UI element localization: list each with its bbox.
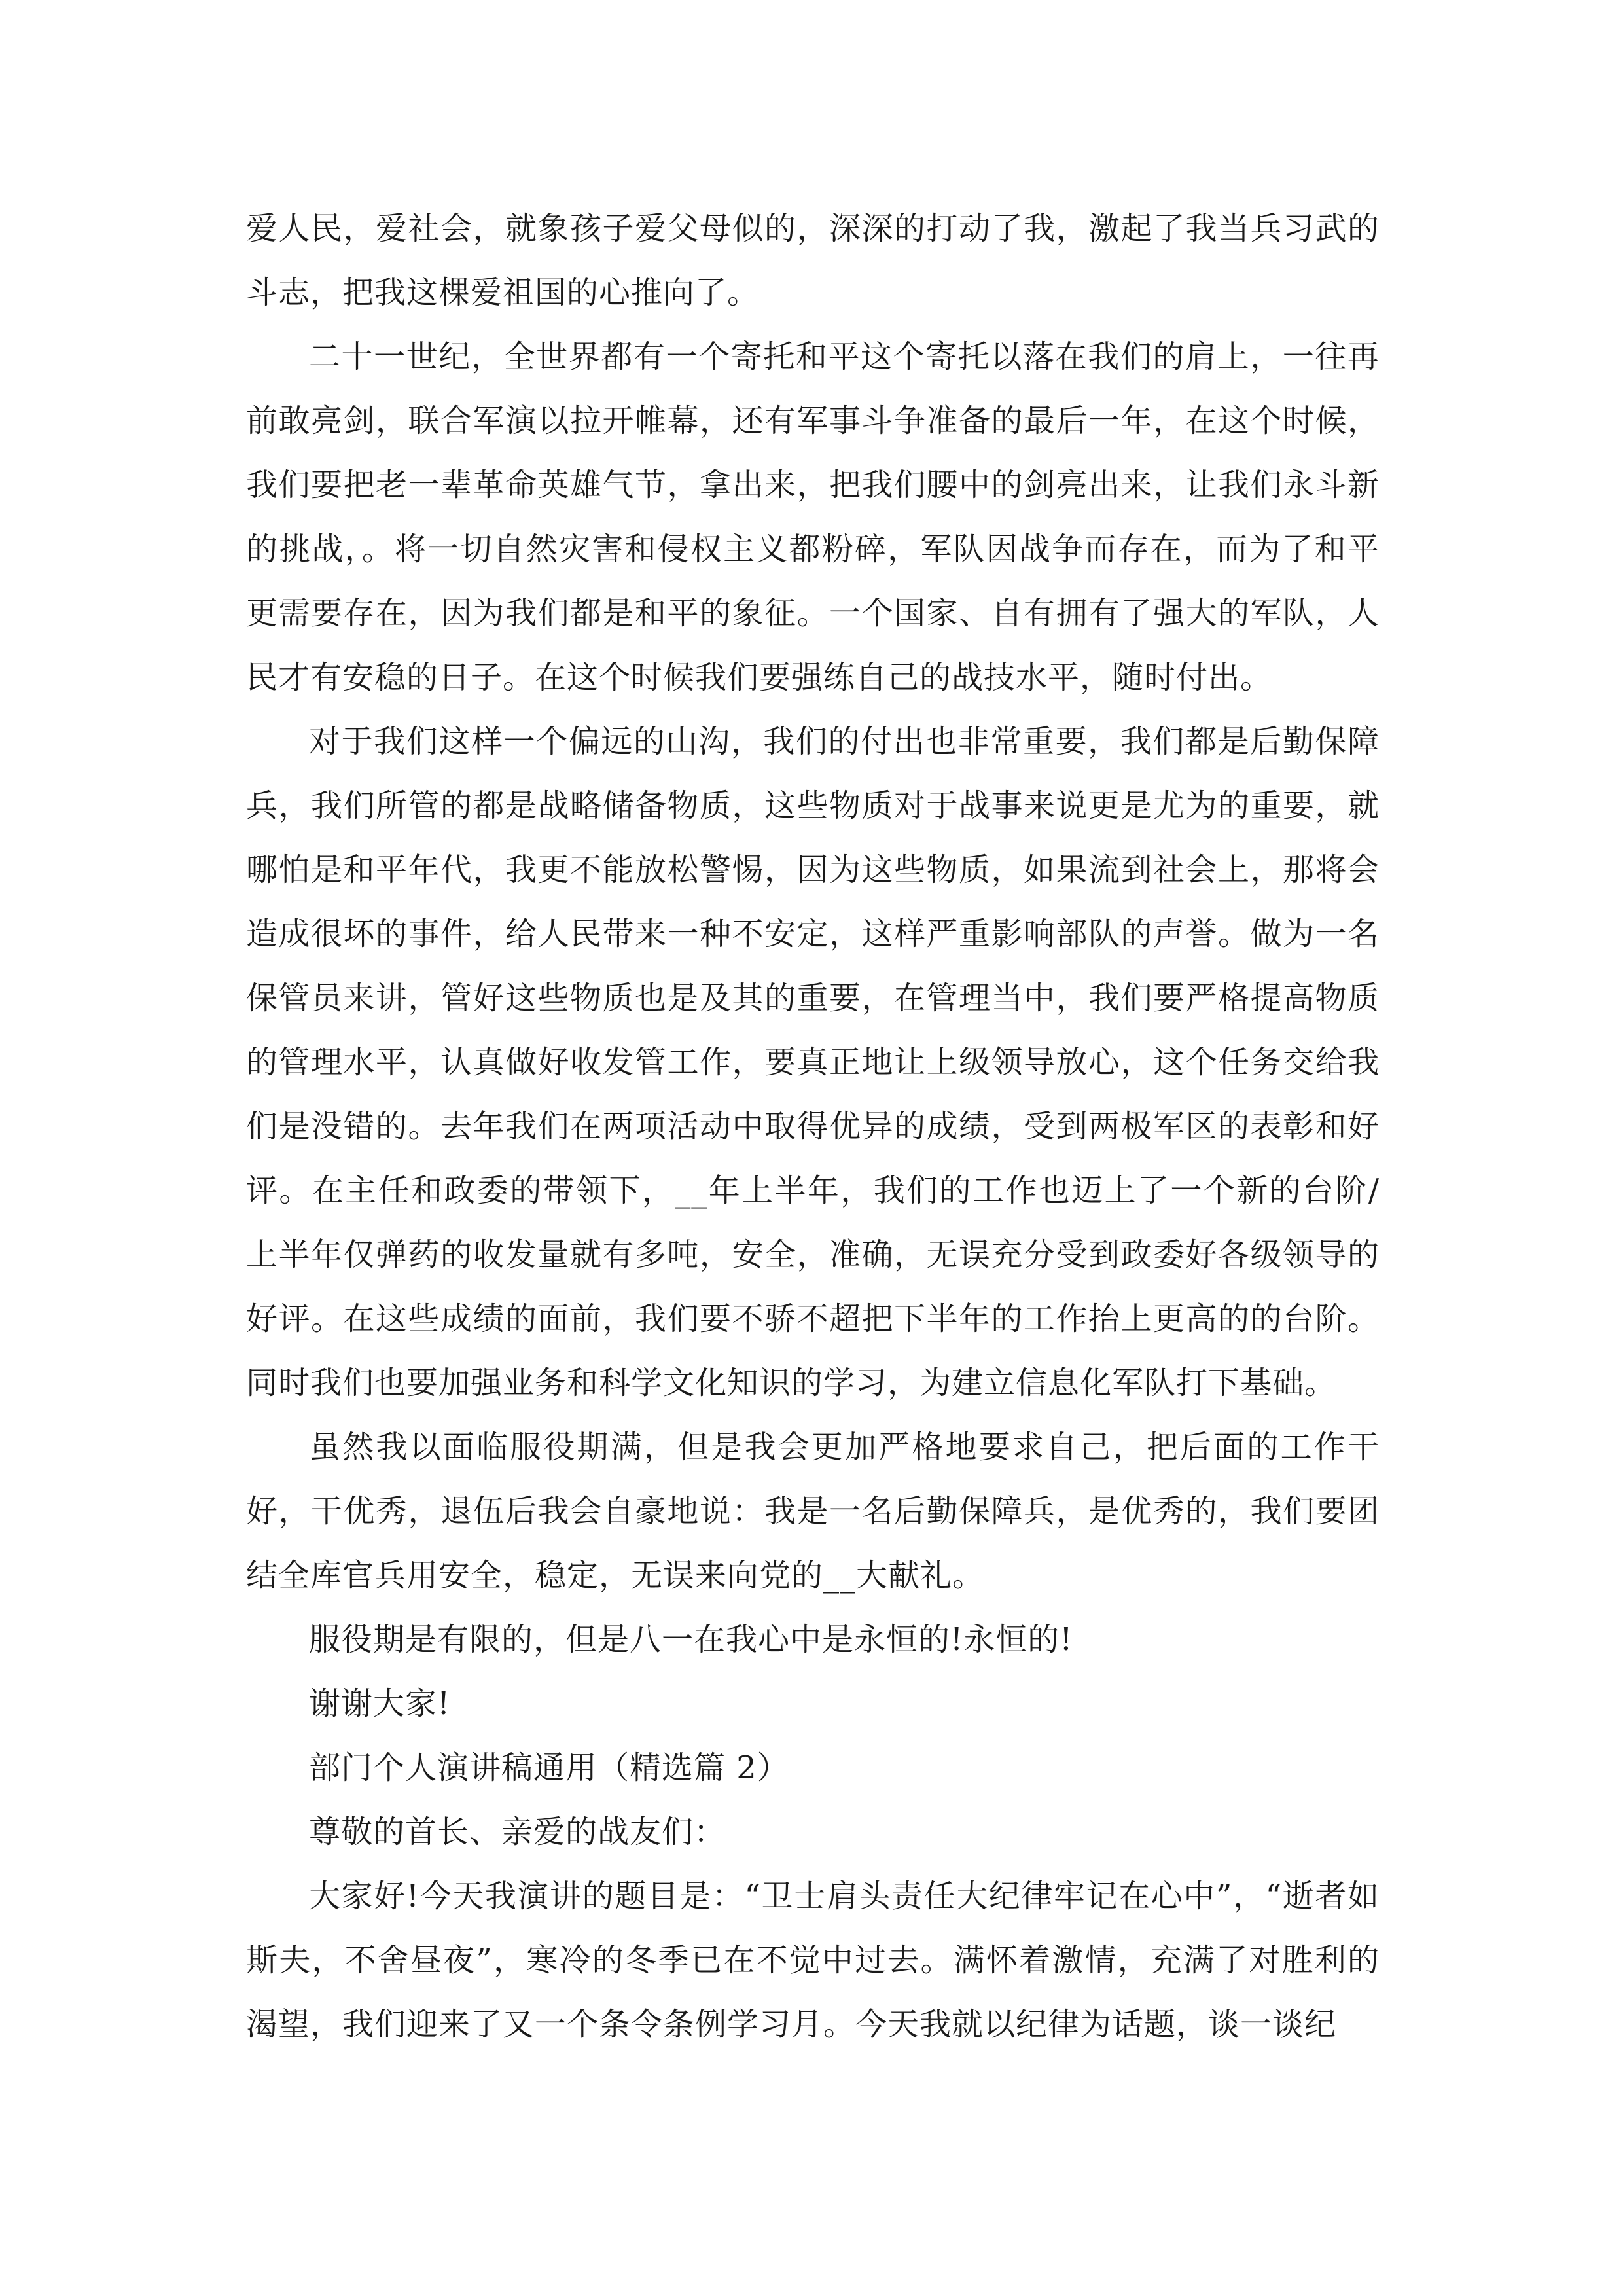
paragraph-4: 虽然我以面临服役期满，但是我会更加严格地要求自己，把后面的工作干好，干优秀，退伍后我会自豪地说：我是一名后勤保障兵，是优秀的，我们要团结全库官兵用安全，稳定，无误来向党的__大献礼。 bbox=[246, 1429, 1380, 1594]
section-heading: 部门个人演讲稿通用（精选篇 2） bbox=[309, 1749, 789, 1786]
paragraph-1: 爱人民，爱社会，就象孩子爱父母似的，深深的打动了我，激起了我当兵习武的斗志，把我这棵爱祖国的心推向了。 bbox=[246, 210, 1380, 311]
paragraph-6: 谢谢大家! bbox=[309, 1685, 451, 1722]
paragraph-2: 二十一世纪，全世界都有一个寄托和平这个寄托以落在我们的肩上，一往再前敢亮剑，联合军演以拉开帷幕，还有军事斗争准备的最后一年，在这个时候，我们要把老一辈革命英雄气节，拿出来，把我们腰中的剑亮出来，让我们永斗新的挑战，。将一切自然灾害和侵权主义都粉碎，军队因战争而存在，而为了和平更需要存在，因为我们都是和平的象征。一个国家、自有拥有了强大的军队，人民才有安稳的日子。在这个时候我们要强练自己的战技水平，随时付出。 bbox=[246, 338, 1380, 696]
paragraph-3: 对于我们这样一个偏远的山沟，我们的付出也非常重要，我们都是后勤保障兵，我们所管的都是战略储备物质，这些物质对于战事来说更是尤为的重要，就哪怕是和平年代，我更不能放松警惕，因为这些物质，如果流到社会上，那将会造成很坏的事件，给人民带来一种不安定，这样严重影响部队的声誉。做为一名保管员来讲，管好这些物质也是及其的重要，在管理当中，我们要严格提高物质的管理水平，认真做好收发管工作，要真正地让上级领导放心，这个任务交给我们是没错的。去年我们在两项活动中取得优异的成绩，受到两极军区的表彰和好评。在主任和政委的带领下，__年上半年，我们的工作也迈上了一个新的台阶/上半年仅弹药的收发量就有多吨，安全，准确，无误充分受到政委好各级领导的好评。在这些成绩的面前，我们要不骄不超把下半年的工作抬上更高的的台阶。同时我们也要加强业务和科学文化知识的学习，为建立信息化军队打下基础。 bbox=[246, 723, 1380, 1401]
paragraph-5: 服役期是有限的，但是八一在我心中是永恒的!永恒的! bbox=[309, 1621, 1073, 1658]
paragraph-9: 大家好!今天我演讲的题目是：“卫士肩头责任大纪律牢记在心中”，“逝者如斯夫，不舍昼夜”，寒冷的冬季已在不觉中过去。满怀着激情，充满了对胜利的渴望，我们迎来了又一个条令条例学习月。今天我就以纪律为话题，谈一谈纪 bbox=[246, 1878, 1380, 2043]
body-text bbox=[246, 196, 1380, 2056]
salutation: 尊敬的首长、亲爱的战友们： bbox=[309, 1814, 726, 1850]
